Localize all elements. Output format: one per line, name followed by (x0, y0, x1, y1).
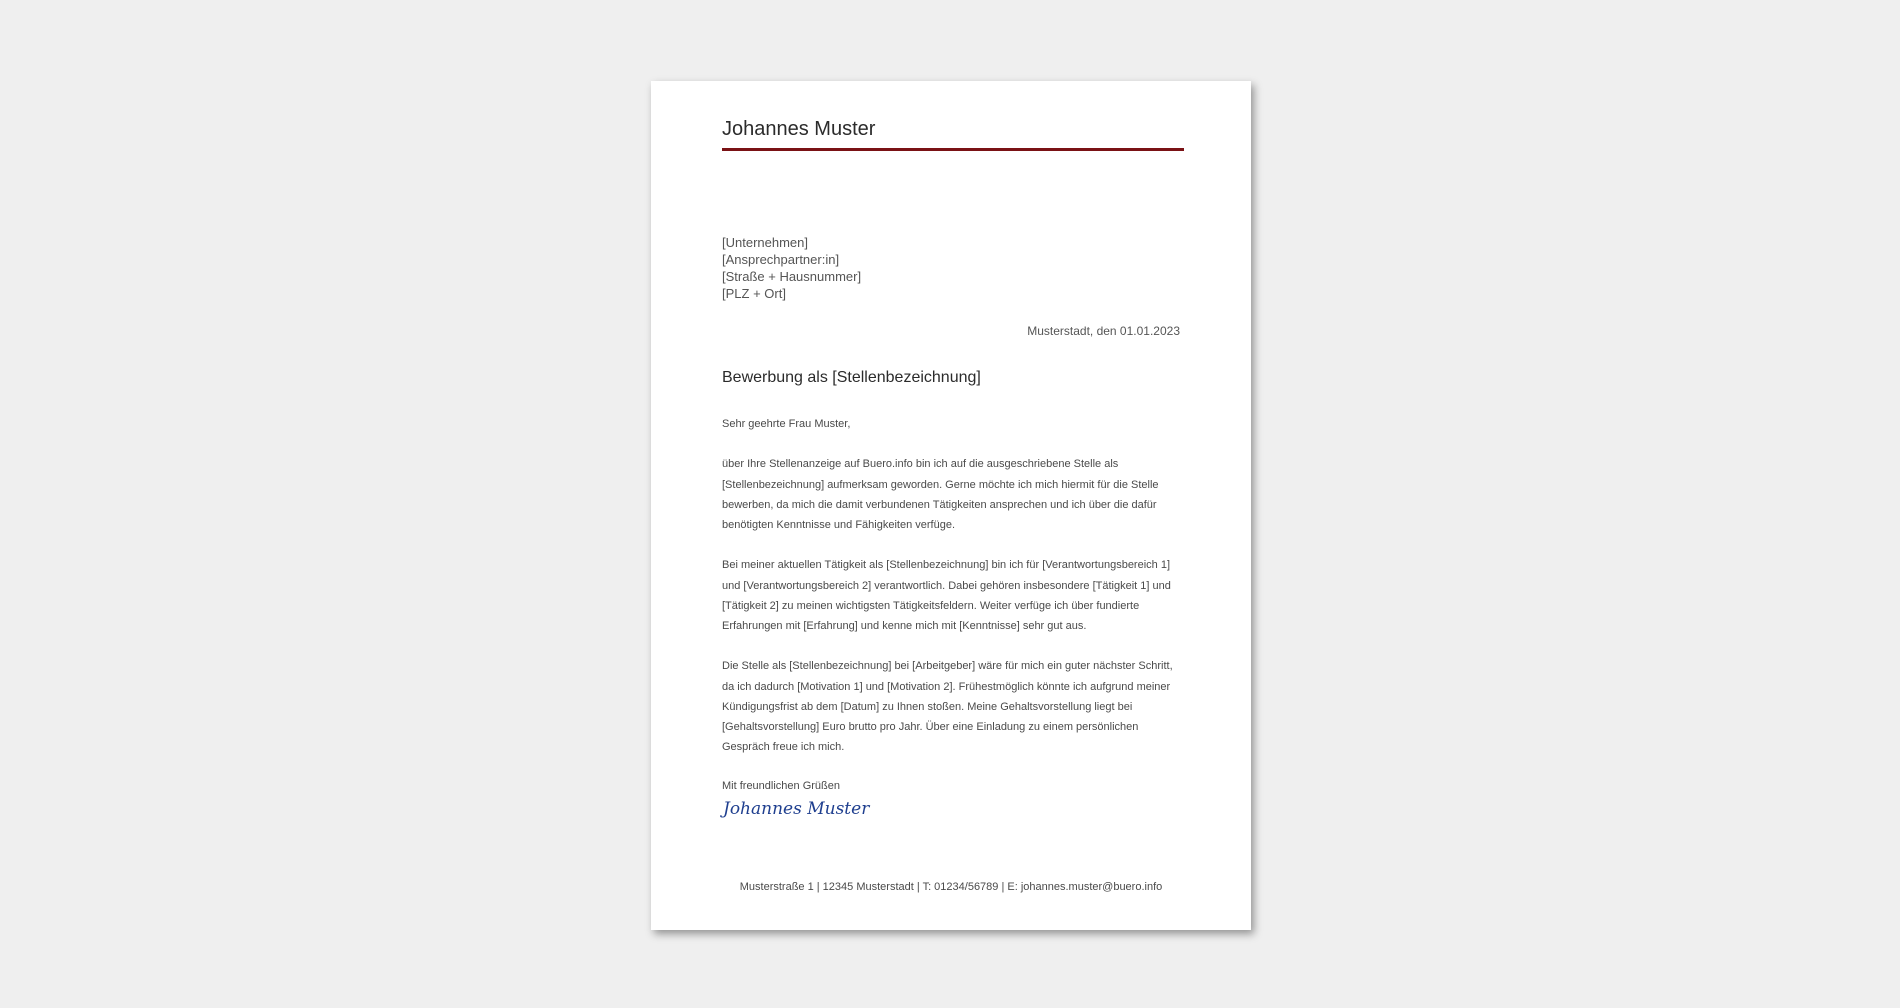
footer-contact: Musterstraße 1 | 12345 Musterstadt | T: 01234/56789 | E: johannes.muster@buero.info (739, 881, 1163, 893)
recipient-company: [Unternehmen] (722, 235, 808, 250)
letter-page (651, 81, 1251, 930)
sender-name: Johannes Muster (722, 118, 876, 140)
recipient-contact: [Ansprechpartner:in] (722, 252, 840, 267)
header-divider (722, 148, 1184, 151)
body-paragraph-2: Bei meiner aktuellen Tätigkeit als [Stellenbezeichnung] bin ich für [Verantwortungsbereich 1] und [Verantwortungsbereich 2] verantwortlich. Dabei gehören insbesondere [Tätigkeit 1] und [Tätigkeit 2] zu meinen wichtigsten Tätigkeitsfeldern. Weiter verfüge ich über fundierte Erfahrungen mit [Erfahrung] und kenne mich mit [Kenntnisse] sehr gut aus. (722, 559, 1171, 632)
letter-body (722, 414, 1184, 757)
recipient-street: [Straße + Hausnummer] (722, 269, 862, 284)
body-paragraph-1: über Ihre Stellenanzeige auf Buero.info bin ich auf die ausgeschriebene Stelle als [Stellenbezeichnung] aufmerksam geworden. Gerne möchte ich mich hiermit für die Stelle bewerben, da mich die damit verbundenen Tätigkeiten ansprechen und ich über die dafür benötigten Kenntnisse und Fähigkeiten verfüge. (722, 458, 1159, 531)
closing: Mit freundlichen Grüßen (722, 780, 840, 792)
body-paragraph-3: Die Stelle als [Stellenbezeichnung] bei [Arbeitgeber] wäre für mich ein guter nächster Schritt, da ich dadurch [Motivation 1] und [Motivation 2]. Frühestmöglich könnte ich aufgrund meiner Kündigungsfrist ab dem [Datum] zu Ihnen stoßen. Meine Gehaltsvorstellung liegt bei [Gehaltsvorstellung] Euro brutto pro Jahr. Über eine Einladung zu einem persönlichen Gespräch freue ich mich. (722, 660, 1173, 754)
recipient-city: [PLZ + Ort] (722, 286, 786, 301)
recipient-address (722, 234, 861, 302)
subject-line: Bewerbung als [Stellenbezeichnung] (722, 369, 981, 386)
date-line: Musterstadt, den 01.01.2023 (1027, 324, 1180, 338)
signature: Johannes Muster (723, 799, 870, 819)
salutation: Sehr geehrte Frau Muster, (722, 418, 851, 430)
